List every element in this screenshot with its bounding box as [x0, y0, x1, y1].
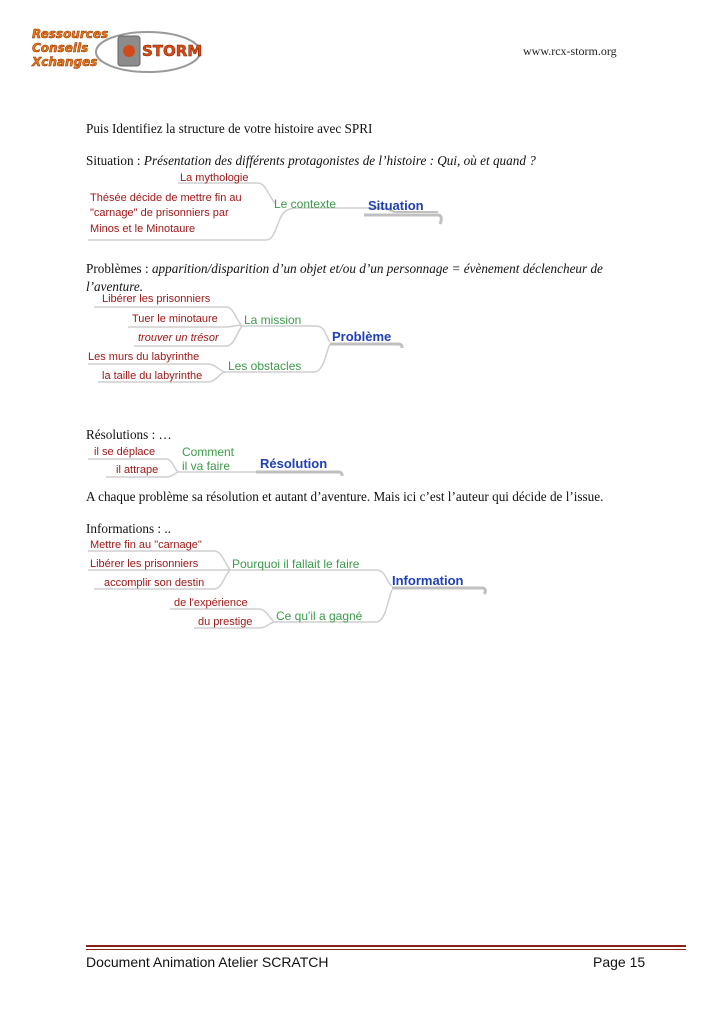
- situation-leaf: Thésée décide de mettre fin au: [90, 192, 242, 204]
- situation-leaf: La mythologie: [180, 172, 249, 184]
- situation-leaf: "carnage" de prisonniers par: [90, 207, 229, 219]
- information-leaf: de l'expérience: [174, 597, 248, 609]
- site-url: www.rcx-storm.org: [523, 44, 617, 58]
- probleme-leaf: trouver un trésor: [138, 332, 219, 344]
- resolutions-label: Résolutions : …: [86, 427, 172, 442]
- information-node-pourquoi: Pourquoi il fallait le faire: [232, 557, 360, 571]
- probleme-leaf: Tuer le minotaure: [132, 313, 218, 325]
- chaque-probleme-text: A chaque problème sa résolution et autant d’aventure. Mais ici c’est l’auteur qui décide de l’issue.: [86, 489, 604, 504]
- probleme-node-obstacles: Les obstacles: [228, 359, 302, 373]
- footer-rule-thin: [86, 949, 686, 950]
- probleme-node-mission: La mission: [244, 313, 302, 327]
- informations-label: Informations : ..: [86, 521, 171, 536]
- situation-description: Présentation des différents protagonistes de l’histoire : Qui, où et quand ?: [143, 153, 536, 168]
- situation-node: Le contexte: [274, 197, 337, 211]
- probleme-mindmap: [86, 290, 416, 386]
- situation-label: Situation :: [86, 153, 144, 168]
- information-leaf: du prestige: [198, 616, 253, 628]
- probleme-leaf: la taille du labyrinthe: [102, 370, 203, 382]
- probleme-leaf: Libérer les prisonniers: [102, 293, 211, 305]
- information-leaf: Mettre fin au "carnage": [90, 539, 202, 551]
- situation-title: Situation: [368, 198, 424, 213]
- intro-text: Puis Identifiez la structure de votre histoire avec SPRI: [86, 121, 373, 136]
- information-node-gagne: Ce qu'il a gagné: [276, 609, 363, 623]
- information-leaf: accomplir son destin: [104, 577, 205, 589]
- problemes-label: Problèmes :: [86, 261, 152, 276]
- footer-document-title: Document Animation Atelier SCRATCH: [86, 954, 329, 970]
- rcx-storm-logo: [30, 24, 205, 80]
- resolution-mindmap: [86, 442, 356, 480]
- logo-line-1: Ressources: [32, 27, 109, 41]
- resolution-title: Résolution: [260, 456, 328, 471]
- information-leaf: Libérer les prisonniers: [90, 558, 199, 570]
- problemes-description-1: apparition/disparition d’un objet et/ou d’un personnage = évènement déclencheur de: [151, 261, 603, 276]
- resolution-leaf: il se déplace: [94, 446, 156, 458]
- situation-leaf: Minos et le Minotaure: [90, 223, 196, 235]
- resolution-node-line1: Comment: [182, 445, 235, 459]
- information-mindmap: [86, 536, 490, 636]
- probleme-leaf: Les murs du labyrinthe: [88, 351, 200, 363]
- problemes-description-2: l’aventure.: [86, 279, 143, 294]
- logo-brand: STORM: [142, 42, 203, 60]
- resolution-node-line2: il va faire: [182, 459, 231, 473]
- logo-line-2: Conseils: [32, 41, 89, 55]
- resolution-leaf: il attrape: [116, 464, 159, 476]
- logo-line-3: Xchanges: [32, 55, 98, 69]
- information-title: Information: [392, 573, 464, 588]
- probleme-title: Problème: [332, 329, 392, 344]
- footer-page-number: Page 15: [593, 954, 646, 970]
- footer-rule: [86, 945, 686, 947]
- situation-mindmap: [86, 168, 466, 242]
